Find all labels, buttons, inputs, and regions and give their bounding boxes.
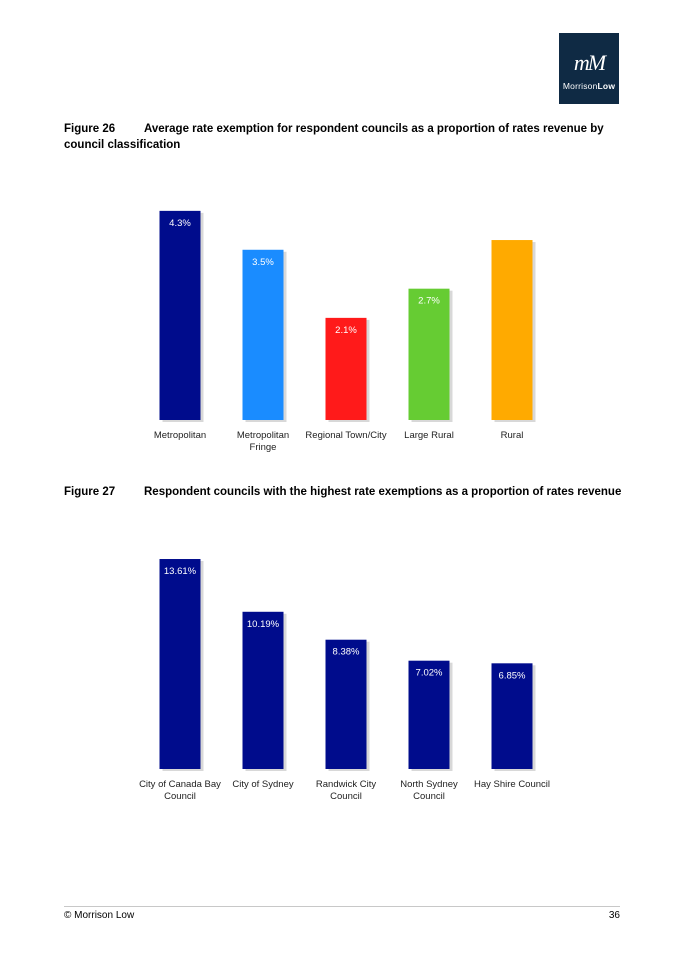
footer-copyright: © Morrison Low bbox=[64, 910, 135, 921]
category-label: City of Canada Bay bbox=[139, 779, 221, 790]
page-number: 36 bbox=[608, 910, 620, 921]
category-label: Rural bbox=[500, 430, 524, 441]
logo-name-bold: Low bbox=[597, 81, 616, 91]
data-label: 8.38% bbox=[332, 646, 360, 658]
category-label: North Sydney bbox=[400, 779, 458, 790]
data-label: 3.5% bbox=[252, 256, 274, 268]
category-label: City of Sydney bbox=[232, 779, 294, 790]
data-label: 10.19% bbox=[246, 618, 280, 630]
logo-name-light: Morrison bbox=[562, 81, 598, 91]
figure-27-number: Figure 27 bbox=[64, 486, 116, 498]
data-label: 4.3% bbox=[169, 217, 191, 229]
category-label: Council bbox=[413, 791, 445, 802]
data-label: 6.85% bbox=[498, 670, 526, 682]
figure-26-caption bbox=[64, 121, 624, 153]
category-label: Hay Shire Council bbox=[473, 779, 551, 790]
data-label: 2.7% bbox=[418, 295, 440, 307]
category-label: Metropolitan bbox=[153, 430, 207, 441]
figure-26-text: Average rate exemption for respondent councils as a proportion of rates revenue by council classification bbox=[64, 123, 604, 151]
bar bbox=[160, 211, 201, 420]
bar bbox=[492, 240, 533, 420]
footer-divider bbox=[64, 906, 620, 907]
category-label: Randwick City bbox=[315, 779, 377, 790]
category-label: Fringe bbox=[249, 442, 277, 453]
bar bbox=[409, 289, 450, 420]
category-label: Council bbox=[330, 791, 362, 802]
category-label: Large Rural bbox=[404, 430, 454, 441]
figure-27-caption bbox=[64, 484, 624, 500]
data-label: 7.02% bbox=[415, 667, 443, 679]
figure-27-text: Respondent councils with the highest rate exemptions as a proportion of rates revenue bbox=[144, 486, 622, 498]
figure-26-number: Figure 26 bbox=[64, 123, 116, 135]
category-label: Regional Town/City bbox=[305, 430, 387, 441]
bar bbox=[326, 640, 367, 769]
data-label: 3.7% bbox=[501, 228, 523, 240]
bar bbox=[243, 612, 284, 769]
data-label: 2.1% bbox=[335, 324, 357, 336]
chart-rate-exemption-by-classification bbox=[130, 168, 554, 458]
logo-mark: mM bbox=[573, 50, 605, 75]
bar bbox=[243, 250, 284, 420]
data-label: 13.61% bbox=[163, 566, 197, 578]
bar bbox=[160, 559, 201, 769]
chart-highest-rate-exemptions bbox=[130, 524, 564, 809]
morrison-low-logo bbox=[559, 33, 619, 104]
category-label: Council bbox=[164, 791, 196, 802]
logo-wordmark bbox=[559, 81, 619, 91]
category-label: Metropolitan bbox=[236, 430, 290, 441]
